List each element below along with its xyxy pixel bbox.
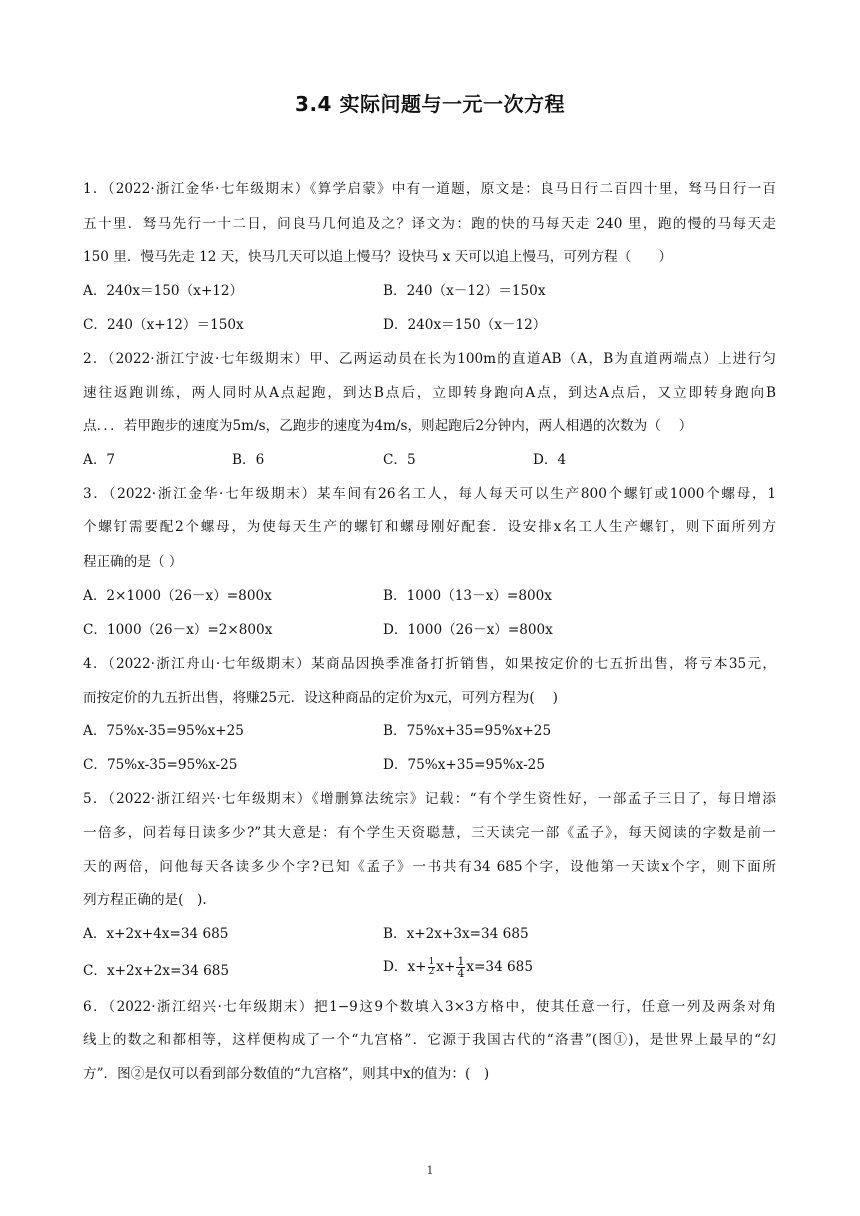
- q5-option-a: A．x+2x+4x=34 685: [83, 926, 229, 942]
- q2-option-a: A．7: [83, 452, 116, 468]
- fraction-numerator: 1: [457, 955, 465, 968]
- q5-option-b: B．x+2x+3x=34 685: [383, 926, 529, 942]
- q2-option-b: B．6: [232, 452, 265, 468]
- q5-line-3: 天的两倍，问他每天各读多少个字?已知《孟子》一书共有34 685个字，设他第一天读x个字，则下面所: [83, 859, 776, 875]
- q1-line-2: 五十里．驽马先行一十二日，问良马几何追及之？译文为：跑的快的马每天走 240 里，跑的慢的马每天走: [83, 216, 776, 232]
- q2-line-2: 速往返跑训练，两人同时从A点起跑，到达B点后，立即转身跑向A点，到达A点后，又立即转身跑向B: [83, 385, 776, 401]
- q1-line-1: 1．（2022·浙江金华·七年级期末）《算学启蒙》中有一道题，原文是：良马日行二百四十里，驽马日行一百: [83, 181, 776, 197]
- page-number: 1: [426, 1164, 434, 1177]
- q3-option-c: C．1000（26－x）=2×800x: [83, 622, 273, 638]
- q6-line-1: 6．（2022·浙江绍兴·七年级期末）把1−9这9个数填入3×3方格中，使其任意一行，任意一列及两条对角: [83, 999, 776, 1015]
- q3-line-1: 3．（2022·浙江金华·七年级期末）某车间有26名工人，每人每天可以生产800个螺钉或1000个螺母，1: [83, 486, 776, 502]
- q4-option-b: B．75%x+35=95%x+25: [383, 723, 552, 739]
- q2-line-3: 点．．．若甲跑步的速度为5m/s，乙跑步的速度为4m/s，则起跑后2分钟内，两人相遇的次数为（ ）: [83, 418, 693, 434]
- fraction-numerator: 1: [428, 957, 435, 967]
- q6-line-2: 线上的数之和都相等，这样便构成了一个“九宫格”．它源于我国古代的“洛書”(图①)，是世界上最早的“幻: [83, 1032, 776, 1048]
- q5-line-4: 列方程正确的是( ).: [83, 892, 207, 908]
- q4-line-1: 4．（2022·浙江舟山·七年级期末）某商品因换季准备打折销售，如果按定价的七五折出售，将亏本35元，: [83, 656, 776, 672]
- q5-option-d-prefix: D．x+: [383, 959, 427, 975]
- q1-line-3: 150 里．慢马先走 12 天，快马几天可以追上慢马？设快马 x 天可以追上慢马，可列方程（ ）: [83, 249, 673, 265]
- q4-option-a: A．75%x-35=95%x+25: [83, 723, 244, 739]
- q4-option-c: C．75%x-35=95%x-25: [83, 757, 238, 773]
- q4-line-2: 而按定价的九五折出售，将赚25元．设这种商品的定价为x元，可列方程为( ): [83, 690, 558, 706]
- fraction-half: [428, 958, 436, 977]
- q3-line-2: 个螺钉需要配2个螺母，为使每天生产的螺钉和螺母刚好配套．设安排x名工人生产螺钉，则下面所列方: [83, 519, 776, 535]
- q2-option-d: D．4: [533, 452, 567, 468]
- q5-option-d-suffix: x=34 685: [466, 959, 533, 975]
- q5-option-c: C．x+2x+2x=34 685: [83, 963, 230, 979]
- q3-line-3: 程正确的是（ ）: [83, 554, 183, 570]
- q5-line-1: 5．（2022·浙江绍兴·七年级期末）《增删算法统宗》记载：“有个学生资性好，一部孟子三日了，每日增添: [83, 791, 776, 807]
- q6-line-3: 方”．图②是仅可以看到部分数值的“九宫格”，则其中x的值为：( ): [83, 1066, 490, 1082]
- q1-option-c: C．240（x+12）＝150x: [83, 317, 244, 333]
- q2-option-c: C．5: [383, 452, 416, 468]
- q1-option-b: B．240（x－12）＝150x: [383, 283, 546, 299]
- q1-option-a: A．240x＝150（x+12）: [83, 283, 244, 299]
- fraction-denominator: 4: [457, 967, 465, 980]
- q3-option-d: D．1000（26－x）=800x: [383, 622, 553, 638]
- q5-line-2: 一倍多，问若每日读多少?”其大意是：有个学生天资聪慧，三天读完一部《孟子》，每天阅读的字数是前一: [83, 825, 776, 841]
- q5-option-d: [383, 956, 533, 979]
- q3-option-a: A．2×1000（26－x）=800x: [83, 588, 272, 604]
- q3-option-b: B．1000（13－x）=800x: [383, 588, 552, 604]
- q4-option-d: D．75%x+35=95%x-25: [383, 757, 545, 773]
- q5-option-d-mid: x+: [436, 959, 456, 975]
- q1-option-d: D．240x＝150（x－12）: [383, 317, 547, 333]
- page-title: 3.4 实际问题与一元一次方程: [295, 92, 565, 116]
- q2-line-1: 2．（2022·浙江宁波·七年级期末）甲、乙两运动员在长为100m的直道AB（A，B为直道两端点）上进行匀: [83, 351, 776, 367]
- fraction-quarter: [456, 956, 465, 979]
- fraction-denominator: 2: [428, 967, 435, 977]
